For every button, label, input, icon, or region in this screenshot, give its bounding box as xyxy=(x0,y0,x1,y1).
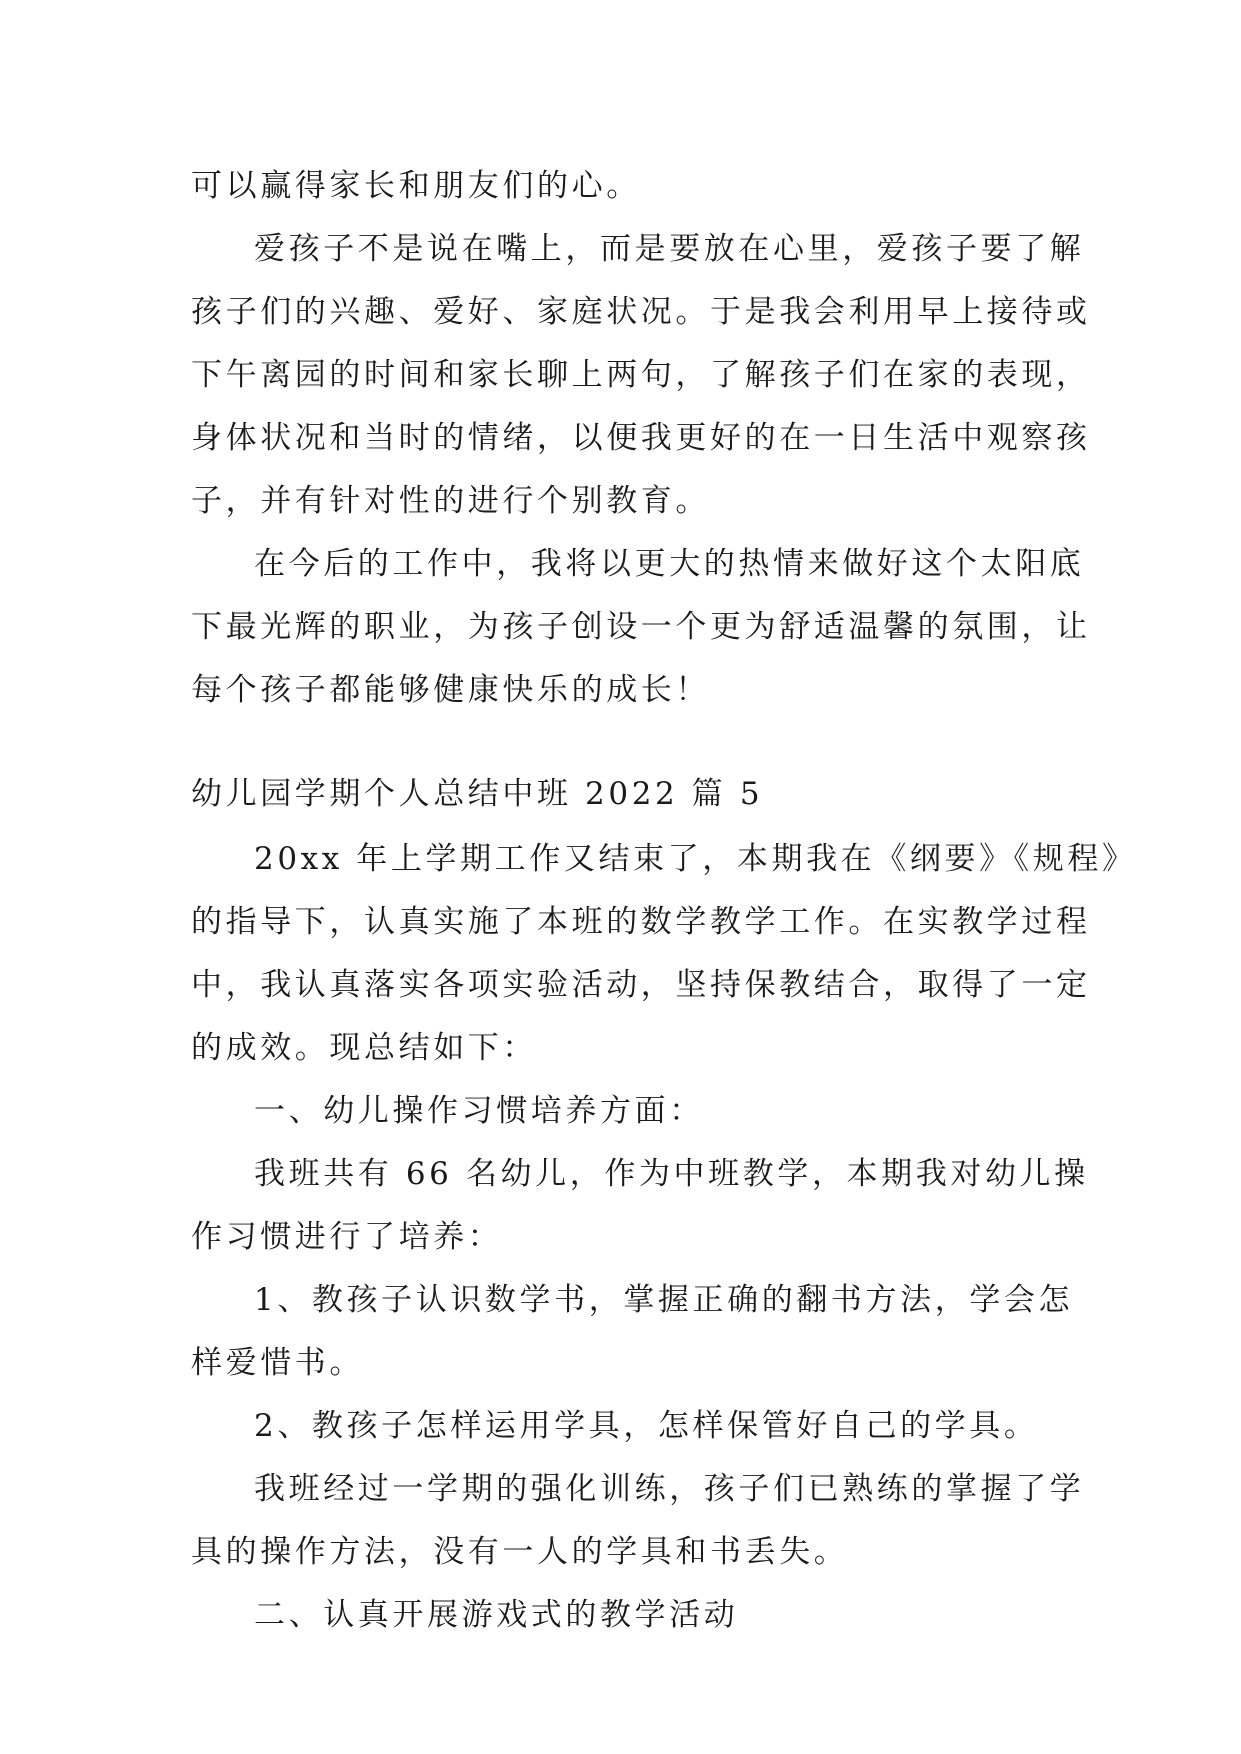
text-line: 的指导下，认真实施了本班的数学教学工作。在实教学过程 xyxy=(191,904,1091,940)
text-line: 中，我认真落实各项实验活动，坚持保教结合，取得了一定 xyxy=(191,967,1091,1003)
text-line: 二、认真开展游戏式的教学活动 xyxy=(254,1597,739,1633)
text-line: 我班共有 66 名幼儿，作为中班教学，本期我对幼儿操 xyxy=(254,1156,1089,1192)
text-line: 样爱惜书。 xyxy=(191,1345,364,1381)
text-line: 20xx 年上学期工作又结束了，本期我在《纲要》《规程》 xyxy=(254,841,1137,877)
text-line: 作习惯进行了培养： xyxy=(191,1219,503,1255)
text-line: 2、教孩子怎样运用学具，怎样保管好自己的学具。 xyxy=(254,1408,1039,1444)
text-line: 我班经过一学期的强化训练，孩子们已熟练的掌握了学 xyxy=(254,1471,1085,1507)
text-line: 下最光辉的职业，为孩子创设一个更为舒适温馨的氛围，让 xyxy=(191,609,1091,645)
text-line: 具的操作方法，没有一人的学具和书丢失。 xyxy=(191,1534,849,1570)
text-line: 一、幼儿操作习惯培养方面： xyxy=(254,1093,704,1129)
text-line: 1、教孩子认识数学书，掌握正确的翻书方法，学会怎 xyxy=(254,1282,1074,1318)
text-line: 的成效。现总结如下： xyxy=(191,1030,537,1066)
text-line: 可以赢得家长和朋友们的心。 xyxy=(191,168,641,204)
text-line: 孩子们的兴趣、爱好、家庭状况。于是我会利用早上接待或 xyxy=(191,294,1091,330)
text-line: 每个孩子都能够健康快乐的成长！ xyxy=(191,672,710,708)
text-line: 子，并有针对性的进行个别教育。 xyxy=(191,483,710,519)
text-line: 在今后的工作中，我将以更大的热情来做好这个太阳底 xyxy=(254,546,1085,582)
text-line: 身体状况和当时的情绪，以便我更好的在一日生活中观察孩 xyxy=(191,420,1091,456)
text-line: 爱孩子不是说在嘴上，而是要放在心里，爱孩子要了解 xyxy=(254,231,1085,267)
text-line: 下午离园的时间和家长聊上两句，了解孩子们在家的表现， xyxy=(191,357,1091,393)
section-heading: 幼儿园学期个人总结中班 2022 篇 5 xyxy=(191,776,764,812)
